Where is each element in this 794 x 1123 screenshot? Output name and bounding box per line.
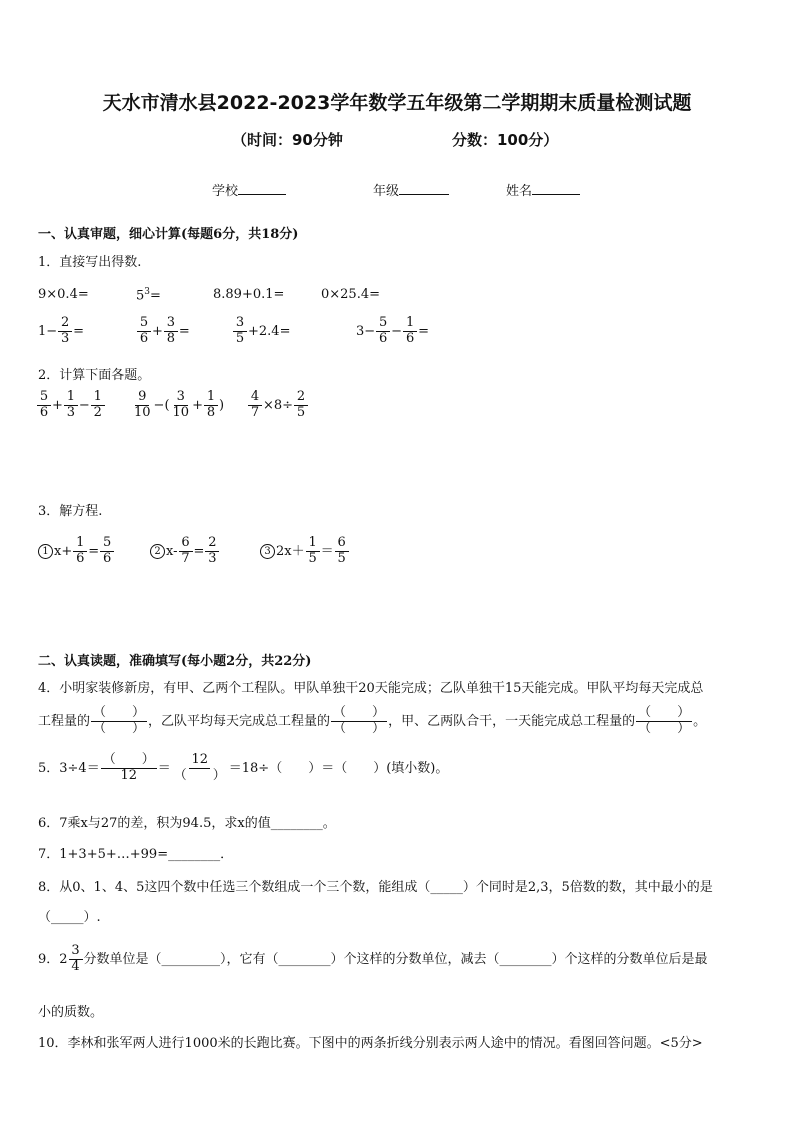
fraction [204, 390, 218, 421]
denominator: 6 [405, 330, 415, 346]
fraction [100, 536, 114, 567]
q8-line2: （_____）. [38, 910, 101, 925]
operator: − [391, 323, 403, 339]
prefix: x- [166, 543, 178, 559]
fraction [73, 536, 87, 567]
fraction [179, 536, 193, 567]
denominator: 4 [71, 958, 80, 974]
fraction [172, 753, 228, 784]
denominator: 2 [93, 404, 102, 420]
q10: 10．李林和张军两人进行1000米的长跑比赛。下图中的两条折线分别表示两人途中的情况。看图回答问题。<5分> [38, 1036, 703, 1051]
numerator: 2 [205, 536, 219, 552]
equals: = [88, 543, 100, 559]
q2-expr-2 [131, 390, 224, 421]
numerator: 4 [248, 390, 262, 406]
numerator-blank[interactable]: （ ） [102, 752, 155, 767]
denominator: 3 [66, 404, 76, 420]
q4-text-b: ，乙队平均每天完成总工程量的 [148, 713, 331, 729]
q7: 7．1+3+5+…+99=________． [38, 847, 234, 862]
denominator: 3 [208, 550, 217, 566]
fraction [205, 536, 219, 567]
denominator: 6 [103, 550, 112, 566]
answer-fraction-blank[interactable] [91, 706, 147, 737]
circle-number-2: 2 [150, 544, 165, 559]
time-limit: （时间：90分钟 [232, 131, 343, 149]
fraction [101, 753, 157, 784]
numerator: 1 [306, 536, 320, 552]
q4-text-c: ，甲、乙两队合干，一天能完成总工程量的 [388, 713, 636, 729]
numerator-blank[interactable]: （ ） [333, 705, 386, 720]
numerator: 6 [179, 536, 193, 552]
school-blank[interactable] [238, 194, 286, 195]
q3-eq-3 [260, 536, 350, 567]
q5-prefix: 5．3÷4＝ [38, 760, 100, 776]
equals: = [178, 323, 190, 339]
grade-blank[interactable] [399, 194, 449, 195]
circle-number-1: 1 [38, 544, 53, 559]
numerator: 1 [73, 536, 87, 552]
q8-line1: 8．从0、1、4、5这四个数中任选三个数组成一个三个数，能组成（_____）个同时是2,3，5倍数的数，其中最小的是 [38, 880, 713, 895]
numerator: 5 [376, 316, 390, 332]
fraction [171, 390, 192, 421]
numerator: 3 [233, 316, 247, 332]
close-paren: ) [218, 397, 225, 413]
q2-label: 2．计算下面各题。 [38, 368, 151, 383]
q1-5-prefix: 1− [38, 323, 58, 339]
denominator: 6 [139, 330, 149, 346]
grade-label: 年级 [373, 184, 400, 199]
q1-item-3: 8.89+0.1= [213, 287, 285, 302]
numerator: 5 [37, 390, 51, 406]
numerator-blank[interactable]: （ ） [638, 705, 691, 720]
denominator: 5 [308, 550, 317, 566]
q9-text: 分数单位是（_________），它有（________）个这样的分数单位，减去（________）个这样的分数单位后是最 [83, 951, 708, 967]
operator: + [152, 323, 163, 339]
fraction [58, 316, 72, 347]
equals: = [193, 543, 205, 559]
operator: + [52, 397, 63, 413]
denominator: 3 [61, 330, 70, 346]
answer-fraction-blank[interactable] [636, 706, 692, 737]
denominator: 8 [206, 404, 216, 420]
fraction [137, 316, 151, 347]
numerator: 1 [204, 390, 218, 406]
equals: ＝ [157, 760, 171, 776]
q2-expr-3 [247, 390, 309, 421]
q5-tail: ＝18÷（ ）＝（ ）(填小数)。 [228, 760, 449, 776]
denominator: 7 [250, 404, 260, 420]
operator: −( [153, 397, 170, 413]
numerator: 3 [164, 316, 178, 332]
numerator: 5 [137, 316, 151, 332]
denominator: 5 [235, 330, 245, 346]
numerator: 3 [174, 390, 188, 406]
fraction [335, 536, 349, 567]
numerator: 3 [69, 944, 83, 960]
section1-heading: 一、认真审题，细心计算(每题6分，共18分) [38, 227, 299, 242]
q1-item-1: 9×0.4= [38, 287, 89, 302]
denominator: 6 [76, 550, 85, 566]
name-label: 姓名 [506, 184, 533, 199]
name-field [506, 180, 580, 199]
numerator-blank[interactable]: （ ） [93, 705, 146, 720]
fraction [69, 944, 83, 975]
q3-eq-1 [38, 536, 115, 567]
operator: − [78, 397, 90, 413]
q4-line2 [38, 706, 706, 737]
numerator: 1 [403, 316, 417, 332]
numerator: 5 [100, 536, 114, 552]
q4-text-d: 。 [693, 713, 707, 729]
operator: + [192, 397, 203, 413]
prefix: 2x＋ [276, 543, 305, 559]
grade-field [373, 180, 449, 199]
q1-item-4: 0×25.4= [321, 287, 381, 302]
numerator: 2 [58, 316, 72, 332]
q1-item-5 [38, 316, 84, 347]
prefix: 3− [356, 323, 376, 339]
fraction [306, 536, 320, 567]
denominator-blank[interactable]: （ ） [173, 767, 226, 783]
q3-eq-2 [150, 536, 220, 567]
fraction [91, 390, 105, 421]
q3-label: 3．解方程. [38, 504, 103, 519]
prefix: x+ [54, 543, 73, 559]
numerator: 6 [335, 536, 349, 552]
denominator: 10 [172, 404, 190, 420]
q9-prefix: 9．2 [38, 951, 68, 967]
section2-heading: 二、认真读题，准确填写(每小题2分，共22分) [38, 654, 312, 669]
q1-item-2 [136, 287, 161, 303]
fraction [294, 390, 308, 421]
denominator: 8 [166, 330, 176, 346]
denominator: 6 [379, 330, 388, 346]
fraction [64, 390, 78, 421]
numerator: 9 [135, 390, 149, 406]
denominator-blank[interactable]: （ ） [93, 720, 146, 736]
q5-line [38, 753, 448, 784]
fraction [132, 390, 153, 421]
q1-item-8 [356, 316, 429, 347]
denominator-blank[interactable]: （ ） [333, 720, 386, 736]
fraction [164, 316, 178, 347]
numerator: 1 [91, 390, 105, 406]
q1-label: 1．直接写出得数. [38, 255, 142, 270]
q2-expr-1 [36, 390, 106, 421]
q1-exponent: 3 [144, 287, 151, 297]
answer-fraction-blank[interactable] [331, 706, 387, 737]
q1-5-equals: = [73, 323, 85, 339]
denominator: 7 [181, 550, 190, 566]
q4-text-a: 工程量的 [38, 713, 91, 729]
q9-line1 [38, 944, 708, 975]
total-score: 分数：100分） [452, 131, 559, 149]
denominator: 12 [120, 767, 137, 783]
denominator: 5 [296, 404, 306, 420]
numerator: 12 [191, 752, 209, 767]
fraction [37, 390, 51, 421]
denominator: 10 [134, 404, 151, 420]
q1-equals: = [150, 288, 161, 304]
numerator: 1 [64, 390, 78, 406]
fraction [233, 316, 247, 347]
school-label: 学校 [212, 184, 239, 199]
equals: ＝ [320, 543, 334, 559]
q1-item-6 [136, 316, 190, 347]
equals: = [418, 323, 429, 339]
fraction [248, 390, 262, 421]
numerator: 2 [294, 390, 308, 406]
q1-item-7 [232, 316, 290, 347]
q1-base: 5 [136, 288, 145, 304]
q9-line2: 小的质数。 [38, 1005, 104, 1020]
denominator-blank[interactable]: （ ） [638, 720, 691, 736]
expression-tail: +2.4= [248, 323, 291, 339]
school-field [212, 180, 286, 199]
fraction [403, 316, 417, 347]
circle-number-3: 3 [260, 544, 275, 559]
denominator: 6 [39, 404, 49, 420]
fraction [376, 316, 390, 347]
operator: ×8÷ [263, 397, 294, 413]
name-blank[interactable] [532, 194, 580, 195]
page-title: 天水市清水县2022-2023学年数学五年级第二学期期末质量检测试题 [102, 92, 692, 114]
denominator: 5 [337, 550, 346, 566]
q6: 6．7乘x与27的差，积为94.5，求x的值________。 [38, 816, 336, 831]
q4-line1: 4．小明家装修新房，有甲、乙两个工程队。甲队单独干20天能完成；乙队单独干15天能完成。甲队平均每天完成总 [38, 681, 704, 696]
